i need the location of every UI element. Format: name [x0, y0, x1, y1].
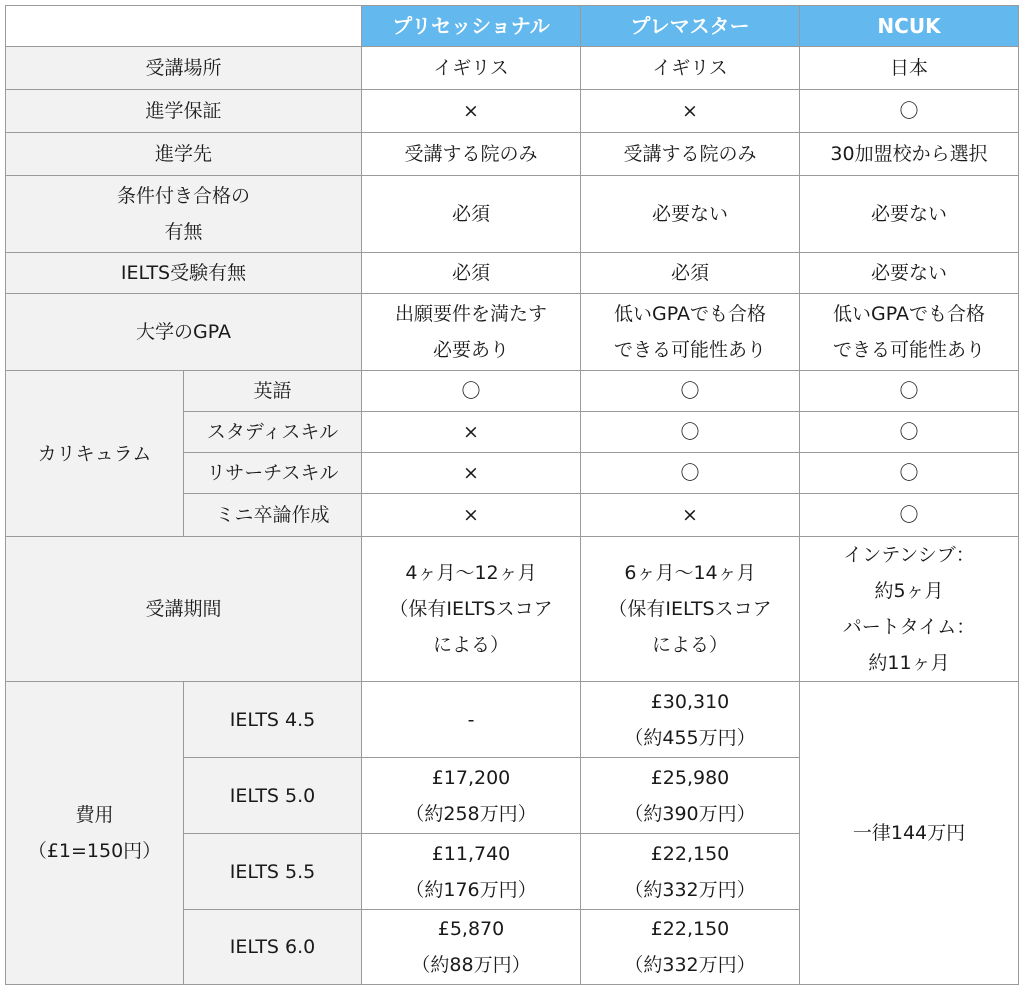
cell-destination-ncuk: 30加盟校から選択 — [800, 133, 1019, 176]
cell-duration-ncuk — [800, 537, 1019, 682]
cell-research-skills-ncuk: 〇 — [800, 453, 1019, 494]
row-label-conditional — [6, 176, 362, 253]
cell-duration-presessional — [362, 537, 581, 682]
cell-duration-ncuk-line4: 約11ヶ月 — [868, 652, 950, 674]
sub-label-ielts-5-0: IELTS 5.0 — [184, 758, 362, 834]
cell-gpa-premaster-line2: できる可能性あり — [613, 339, 766, 361]
cell-ielts-exam-premaster: 必須 — [581, 253, 800, 294]
header-ncuk: NCUK — [800, 6, 1019, 47]
cell-fee-ncuk: 一律144万円 — [800, 682, 1019, 985]
header-blank-cell — [6, 6, 362, 47]
cell-fee-4-5-premaster-line2: （約455万円） — [624, 726, 756, 749]
row-fee-ielts-4-5 — [6, 682, 1019, 758]
cell-duration-ncuk-line3: パートタイム： — [842, 616, 976, 638]
row-label-conditional-line1: 条件付き合格の — [116, 185, 250, 207]
cell-gpa-presessional-line2: 必要あり — [432, 339, 509, 361]
cell-english-premaster: 〇 — [581, 371, 800, 412]
group-label-fees — [6, 682, 184, 985]
cell-study-skills-presessional: × — [362, 412, 581, 453]
cell-fee-5-5-presessional-line1: £11,740 — [431, 842, 511, 865]
cell-gpa-presessional — [362, 294, 581, 371]
fees-label-line2: （£1=150円） — [27, 840, 162, 862]
header-row — [6, 6, 1019, 47]
cell-fee-5-5-premaster-line1: £22,150 — [650, 842, 730, 865]
cell-guarantee-presessional: × — [362, 90, 581, 133]
sub-label-ielts-4-5: IELTS 4.5 — [184, 682, 362, 758]
cell-gpa-premaster — [581, 294, 800, 371]
cell-duration-presessional-line1: 4ヶ月〜12ヶ月 — [405, 562, 537, 584]
row-label-guarantee: 進学保証 — [6, 90, 362, 133]
cell-conditional-premaster: 必要ない — [581, 176, 800, 253]
cell-english-presessional: 〇 — [362, 371, 581, 412]
header-premaster: プレマスター — [581, 6, 800, 47]
cell-fee-5-5-presessional-line2: （約176万円） — [405, 878, 537, 901]
cell-mini-thesis-presessional: × — [362, 494, 581, 537]
row-label-gpa: 大学のGPA — [6, 294, 362, 371]
cell-fee-4-5-presessional: - — [362, 682, 581, 758]
cell-study-skills-premaster: 〇 — [581, 412, 800, 453]
cell-guarantee-ncuk: 〇 — [800, 90, 1019, 133]
cell-duration-presessional-line3: による） — [432, 634, 509, 656]
cell-fee-6-0-presessional-line1: £5,870 — [437, 918, 505, 940]
row-label-conditional-line2: 有無 — [164, 221, 203, 243]
cell-fee-4-5-premaster — [581, 682, 800, 758]
sub-label-mini-thesis: ミニ卒論作成 — [184, 494, 362, 537]
row-label-ielts-exam: IELTS受験有無 — [6, 253, 362, 294]
cell-fee-5-0-premaster-line2: （約390万円） — [624, 802, 756, 825]
cell-ielts-exam-ncuk: 必要ない — [800, 253, 1019, 294]
cell-fee-5-5-premaster — [581, 834, 800, 910]
cell-guarantee-premaster: × — [581, 90, 800, 133]
cell-fee-5-0-premaster-line1: £25,980 — [650, 766, 730, 789]
row-label-duration: 受講期間 — [6, 537, 362, 682]
cell-ielts-exam-presessional: 必須 — [362, 253, 581, 294]
cell-gpa-presessional-line1: 出願要件を満たす — [394, 303, 547, 325]
row-label-location: 受講場所 — [6, 47, 362, 90]
cell-gpa-ncuk-line2: できる可能性あり — [832, 339, 985, 361]
cell-duration-premaster-line2: （保有IELTSスコア — [608, 598, 772, 620]
cell-destination-presessional: 受講する院のみ — [362, 133, 581, 176]
cell-fee-5-5-premaster-line2: （約332万円） — [624, 878, 756, 901]
row-destination — [6, 133, 1019, 176]
row-curriculum-english — [6, 371, 1019, 412]
cell-fee-5-0-premaster — [581, 758, 800, 834]
sub-label-ielts-6-0: IELTS 6.0 — [184, 910, 362, 985]
cell-research-skills-premaster: 〇 — [581, 453, 800, 494]
cell-english-ncuk: 〇 — [800, 371, 1019, 412]
cell-location-presessional: イギリス — [362, 47, 581, 90]
row-duration — [6, 537, 1019, 682]
cell-location-premaster: イギリス — [581, 47, 800, 90]
row-label-destination: 進学先 — [6, 133, 362, 176]
cell-duration-presessional-line2: （保有IELTSスコア — [389, 598, 553, 620]
cell-conditional-ncuk: 必要ない — [800, 176, 1019, 253]
cell-duration-premaster-line3: による） — [651, 634, 728, 656]
cell-fee-6-0-presessional — [362, 910, 581, 985]
sub-label-english: 英語 — [184, 371, 362, 412]
header-presessional: プリセッショナル — [362, 6, 581, 47]
sub-label-study-skills: スタディスキル — [184, 412, 362, 453]
cell-gpa-premaster-line1: 低いGPAでも合格 — [614, 303, 766, 325]
cell-duration-premaster — [581, 537, 800, 682]
row-location — [6, 47, 1019, 90]
cell-study-skills-ncuk: 〇 — [800, 412, 1019, 453]
cell-mini-thesis-ncuk: 〇 — [800, 494, 1019, 537]
fees-label-line1: 費用 — [75, 804, 114, 826]
cell-fee-4-5-premaster-line1: £30,310 — [650, 690, 730, 713]
row-guarantee — [6, 90, 1019, 133]
row-gpa — [6, 294, 1019, 371]
sub-label-research-skills: リサーチスキル — [184, 453, 362, 494]
cell-mini-thesis-premaster: × — [581, 494, 800, 537]
sub-label-ielts-5-5: IELTS 5.5 — [184, 834, 362, 910]
cell-duration-ncuk-line2: 約5ヶ月 — [874, 580, 944, 602]
cell-fee-6-0-premaster-line1: £22,150 — [650, 918, 730, 940]
cell-fee-6-0-premaster — [581, 910, 800, 985]
cell-research-skills-presessional: × — [362, 453, 581, 494]
cell-gpa-ncuk — [800, 294, 1019, 371]
cell-duration-ncuk-line1: インテンシブ： — [843, 544, 975, 566]
cell-gpa-ncuk-line1: 低いGPAでも合格 — [833, 303, 985, 325]
cell-fee-5-0-presessional-line2: （約258万円） — [405, 802, 537, 825]
cell-conditional-presessional: 必須 — [362, 176, 581, 253]
cell-duration-premaster-line1: 6ヶ月〜14ヶ月 — [624, 562, 756, 584]
cell-destination-premaster: 受講する院のみ — [581, 133, 800, 176]
cell-fee-6-0-premaster-line2: （約332万円） — [624, 954, 756, 976]
comparison-table — [5, 5, 1019, 985]
cell-fee-5-0-presessional — [362, 758, 581, 834]
cell-fee-5-5-presessional — [362, 834, 581, 910]
cell-fee-5-0-presessional-line1: £17,200 — [431, 766, 511, 789]
group-label-curriculum: カリキュラム — [6, 371, 184, 537]
row-ielts-exam — [6, 253, 1019, 294]
cell-fee-6-0-presessional-line2: （約88万円） — [411, 954, 531, 976]
cell-location-ncuk: 日本 — [800, 47, 1019, 90]
row-conditional — [6, 176, 1019, 253]
